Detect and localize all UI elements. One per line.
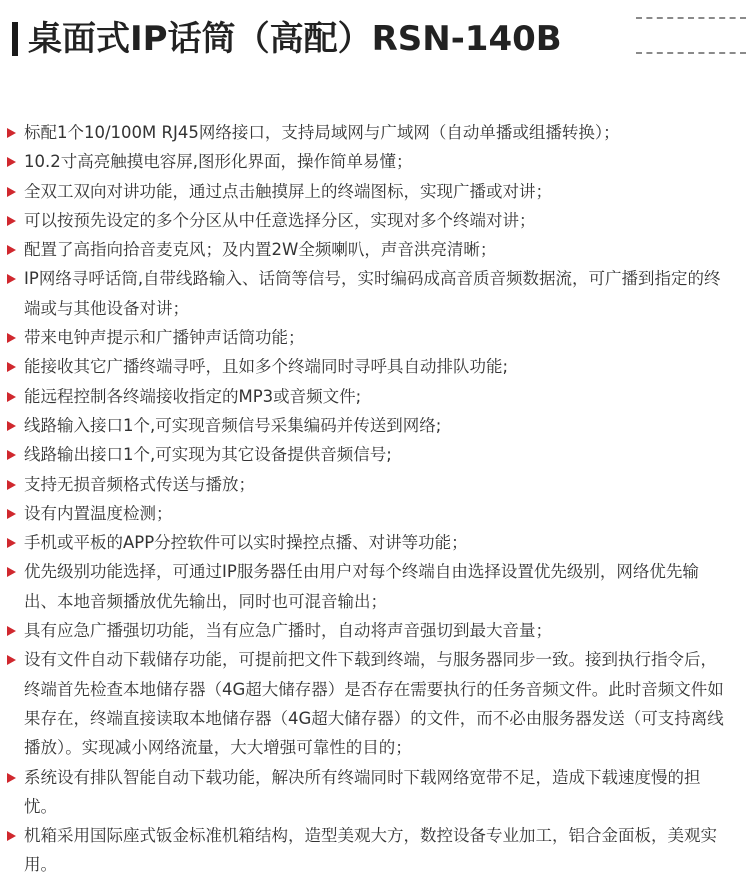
feature-item bbox=[0, 528, 750, 557]
feature-text: 可以按预先设定的多个分区从中任意选择分区，实现对多个终端对讲； bbox=[24, 210, 536, 230]
triangle-bullet-icon bbox=[7, 567, 16, 577]
feature-item bbox=[0, 821, 750, 880]
feature-text: 支持无损音频格式传送与播放； bbox=[24, 474, 255, 494]
feature-item bbox=[0, 616, 750, 645]
feature-text: 优先级别功能选择，可通过IP服务器任由用户对每个终端自由选择设置优先级别，网络优先输出、本地音频播放优先输出，同时也可混音输出； bbox=[24, 562, 699, 611]
feature-text: 线路输出接口1个,可实现为其它设备提供音频信号; bbox=[24, 445, 392, 465]
feature-text: 标配1个10/100M RJ45网络接口，支持局域网与广域网（自动单播或组播转换）； bbox=[24, 123, 620, 142]
triangle-bullet-icon bbox=[7, 187, 16, 197]
title-accent-bar bbox=[12, 22, 18, 56]
feature-text: 手机或平板的APP分控软件可以实时操控点播、对讲等功能； bbox=[24, 533, 468, 553]
triangle-bullet-icon bbox=[7, 128, 16, 138]
feature-item bbox=[0, 499, 750, 528]
feature-item bbox=[0, 235, 750, 264]
feature-item bbox=[0, 147, 750, 176]
feature-list bbox=[0, 118, 750, 880]
triangle-bullet-icon bbox=[7, 421, 16, 431]
triangle-bullet-icon bbox=[7, 538, 16, 548]
feature-item bbox=[0, 264, 750, 323]
feature-item bbox=[0, 440, 750, 469]
decorative-dash-line-top bbox=[636, 17, 746, 19]
feature-text: 设有内置温度检测； bbox=[24, 503, 173, 523]
triangle-bullet-icon bbox=[7, 773, 16, 783]
feature-item bbox=[0, 382, 750, 411]
triangle-bullet-icon bbox=[7, 216, 16, 226]
triangle-bullet-icon bbox=[7, 450, 16, 460]
triangle-bullet-icon bbox=[7, 655, 16, 665]
feature-text: 带来电钟声提示和广播钟声话筒功能； bbox=[24, 328, 305, 348]
feature-text: 全双工双向对讲功能，通过点击触摸屏上的终端图标，实现广播或对讲； bbox=[24, 181, 552, 201]
triangle-bullet-icon bbox=[7, 626, 16, 636]
triangle-bullet-icon bbox=[7, 392, 16, 402]
feature-item bbox=[0, 323, 750, 352]
feature-text: 线路输入接口1个,可实现音频信号采集编码并传送到网络; bbox=[24, 415, 442, 435]
feature-text: 机箱采用国际座式钣金标准机箱结构，造型美观大方，数控设备专业加工，铝合金面板，美观实用。 bbox=[24, 826, 717, 875]
feature-item bbox=[0, 470, 750, 499]
feature-item bbox=[0, 352, 750, 381]
triangle-bullet-icon bbox=[7, 509, 16, 519]
triangle-bullet-icon bbox=[7, 274, 16, 284]
feature-item bbox=[0, 557, 750, 616]
triangle-bullet-icon bbox=[7, 480, 16, 490]
feature-item bbox=[0, 645, 750, 762]
feature-text: 配置了高指向拾音麦克风；及内置2W全频喇叭，声音洪亮清晰； bbox=[24, 240, 497, 260]
feature-text: IP网络寻呼话筒,自带线路输入、话筒等信号，实时编码成高音质音频数据流，可广播到指定的终端或与其他设备对讲； bbox=[24, 269, 721, 318]
page-title: 桌面式IP话筒（高配）RSN-140B bbox=[28, 19, 562, 59]
header bbox=[0, 0, 750, 80]
feature-item bbox=[0, 206, 750, 235]
triangle-bullet-icon bbox=[7, 333, 16, 343]
feature-text: 设有文件自动下载储存功能，可提前把文件下载到终端，与服务器同步一致。接到执行指令后，终端首先检查本地储存器（4G超大储存器）是否存在需要执行的任务音频文件。此时音频文件如果存在，终端直接读取本地储存器（4G超大储存器）的文件，而不必由服务器发送（可支持离线播放）。实现减小网络流量，大大增强可靠性的目的； bbox=[24, 650, 724, 758]
triangle-bullet-icon bbox=[7, 362, 16, 372]
feature-text: 具有应急广播强切功能，当有应急广播时，自动将声音强切到最大音量； bbox=[24, 621, 552, 641]
feature-item bbox=[0, 177, 750, 206]
triangle-bullet-icon bbox=[7, 245, 16, 255]
feature-item bbox=[0, 411, 750, 440]
decorative-dash-line-bottom bbox=[636, 52, 746, 54]
triangle-bullet-icon bbox=[7, 831, 16, 841]
feature-item bbox=[0, 763, 750, 822]
triangle-bullet-icon bbox=[7, 157, 16, 167]
feature-item bbox=[0, 118, 750, 147]
feature-text: 系统设有排队智能自动下载功能，解决所有终端同时下载网络宽带不足，造成下载速度慢的担忧。 bbox=[24, 767, 701, 816]
feature-text: 10.2寸高亮触摸电容屏,图形化界面，操作简单易懂； bbox=[24, 152, 413, 172]
feature-text: 能远程控制各终端接收指定的MP3或音频文件; bbox=[24, 386, 362, 406]
feature-text: 能接收其它广播终端寻呼，且如多个终端同时寻呼具自动排队功能; bbox=[24, 357, 509, 377]
